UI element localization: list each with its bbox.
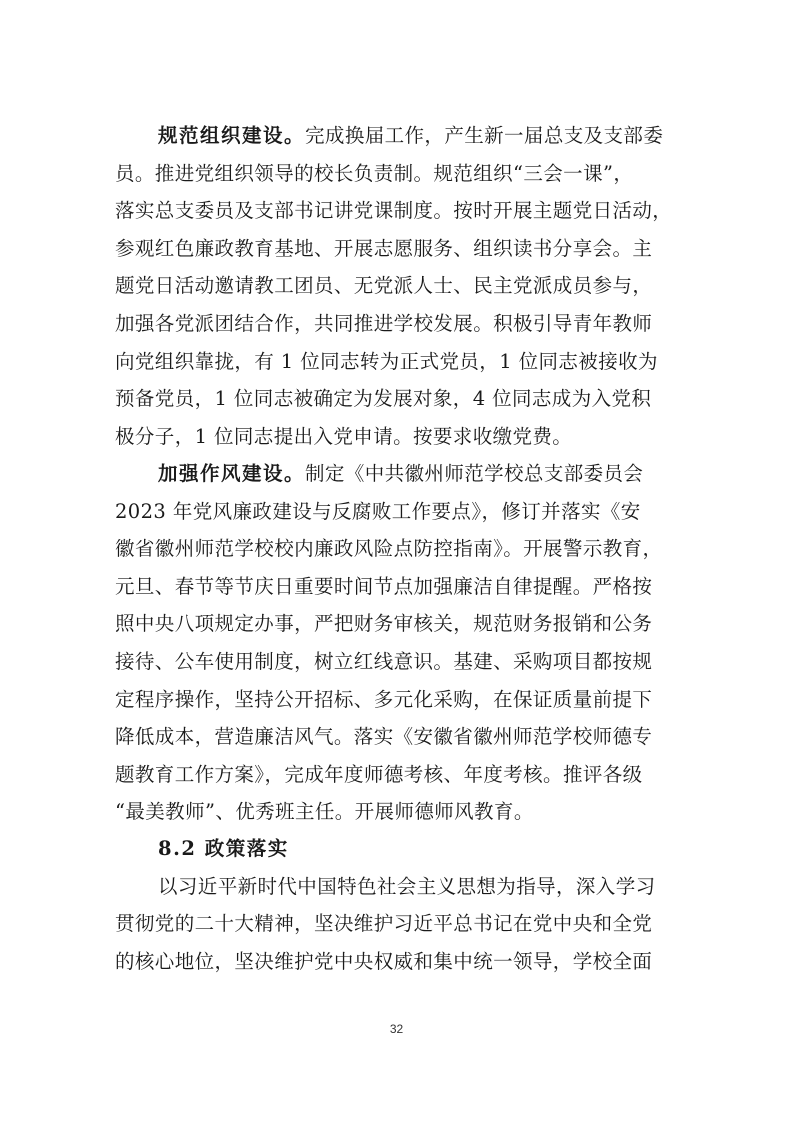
- page-number: 32: [389, 1022, 404, 1036]
- section-title: 规范组织建设。: [158, 124, 306, 147]
- section-work-style: [115, 455, 687, 831]
- paragraph-line: 加强各党派团结合作，共同推进学校发展。积极引导青年教师: [115, 311, 653, 335]
- paragraph-line: 定程序操作，坚持公开招标、多元化采购，在保证质量前提下: [115, 687, 653, 711]
- paragraph-first-line: 以习近平新时代中国特色社会主义思想为指导，深入学习: [158, 874, 656, 898]
- paragraph-line: 照中央八项规定办事，严把财务审核关，规范财务报销和公务: [115, 612, 653, 636]
- paragraph-line: 贯彻党的二十大精神，坚决维护习近平总书记在党中央和全党: [115, 912, 653, 936]
- paragraph-line: 徽省徽州师范学校校内廉政风险点防控指南》。开展警示教育，: [115, 537, 663, 561]
- paragraph-text: 制定《中共徽州师范学校总支部委员会: [305, 462, 644, 485]
- paragraph-line: 元旦、春节等节庆日重要时间节点加强廉洁自律提醒。严格按: [115, 574, 653, 598]
- section-title: 加强作风建设。: [158, 462, 306, 485]
- paragraph-line: 接待、公车使用制度，树立红线意识。基建、采购项目都按规: [115, 649, 653, 673]
- paragraph-first-line: [115, 455, 687, 493]
- paragraph-line: 员。推进党组织领导的校长负责制。规范组织“三会一课”，: [115, 161, 634, 185]
- section-organization: [115, 117, 687, 455]
- paragraph-text: 完成换届工作，产生新一届总支及支部委: [305, 124, 664, 147]
- paragraph-first-line: [115, 117, 687, 155]
- paragraph-line: 极分子，1 位同志提出入党申请。按要求收缴党费。: [115, 424, 573, 448]
- paragraph-line: 的核心地位，坚决维护党中央权威和集中统一领导，学校全面: [115, 949, 653, 973]
- paragraph-line: 题党日活动邀请教工团员、无党派人士、民主党派成员参与，: [115, 274, 653, 298]
- paragraph-line: 向党组织靠拢，有 1 位同志转为正式党员，1 位同志被接收为: [115, 349, 658, 373]
- paragraph-line: 参观红色廉政教育基地、开展志愿服务、组织读书分享会。主: [115, 236, 653, 260]
- paragraph-line: 降低成本，营造廉洁风气。落实《安徽省徽州师范学校师德专: [115, 725, 653, 749]
- section-policy: [115, 830, 687, 980]
- paragraph-line: 落实总支委员及支部书记讲党课制度。按时开展主题党日活动，: [115, 199, 673, 223]
- paragraph-line: 预备党员，1 位同志被确定为发展对象，4 位同志成为入党积: [115, 387, 652, 411]
- paragraph-line: 2023 年党风廉政建设与反腐败工作要点》，修订并落实《安: [115, 499, 641, 523]
- paragraph-line: “最美教师”、优秀班主任。开展师德师风教育。: [115, 800, 534, 824]
- paragraph-line: 题教育工作方案》，完成年度师德考核、年度考核。推评各级: [115, 762, 643, 786]
- section-heading: 8.2 政策落实: [158, 837, 289, 860]
